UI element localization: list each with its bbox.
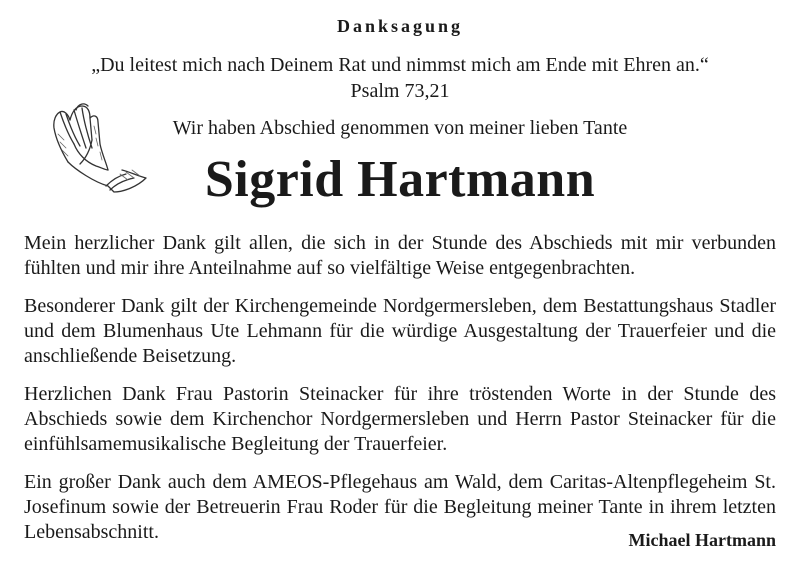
signature: Michael Hartmann <box>628 530 776 550</box>
thank-you-text <box>24 231 776 558</box>
deceased-name: Sigrid Hartmann <box>204 151 596 208</box>
psalm-reference: Psalm 73,21 <box>350 80 450 102</box>
intro-line: Wir haben Abschied genommen von meiner lieben Tante <box>172 117 628 139</box>
paragraph-pastor-thanks: Herzlichen Dank Frau Pastorin Steinacker für ihre tröstenden Worte in der Stunde des Abschieds sowie dem Kirchenchor Nordgermersleben und Herrn Pastor Steinacker für die einfühlsamemusikalische Begleitung der Trauerfeier. <box>24 383 776 455</box>
paragraph-care-thanks: Ein großer Dank auch dem AMEOS-Pflegehaus am Wald, dem Caritas-Altenpflegeheim St. Josefinum sowie der Betreuerin Frau Roder für die Begleitung meiner Tante in ihrem letzten Lebensabschnitt. <box>24 471 776 543</box>
paragraph-special-thanks: Besonderer Dank gilt der Kirchengemeinde Nordgermersleben, dem Bestattungshaus Stadler und dem Blumenhaus Ute Lehmann für die würdige Ausgestaltung der Trauerfeier und die anschließende Beisetzung. <box>24 295 776 367</box>
notice-heading: Danksagung <box>336 16 464 36</box>
paragraph-general-thanks: Mein herzlicher Dank gilt allen, die sich in der Stunde des Abschieds mit mir verbunden fühlten und mir ihre Anteilnahme auf so vielfältige Weise entgegenbrachten. <box>24 232 776 279</box>
bible-quote: „Du leitest mich nach Deinem Rat und nimmst mich am Ende mit Ehren an.“ <box>91 54 709 76</box>
